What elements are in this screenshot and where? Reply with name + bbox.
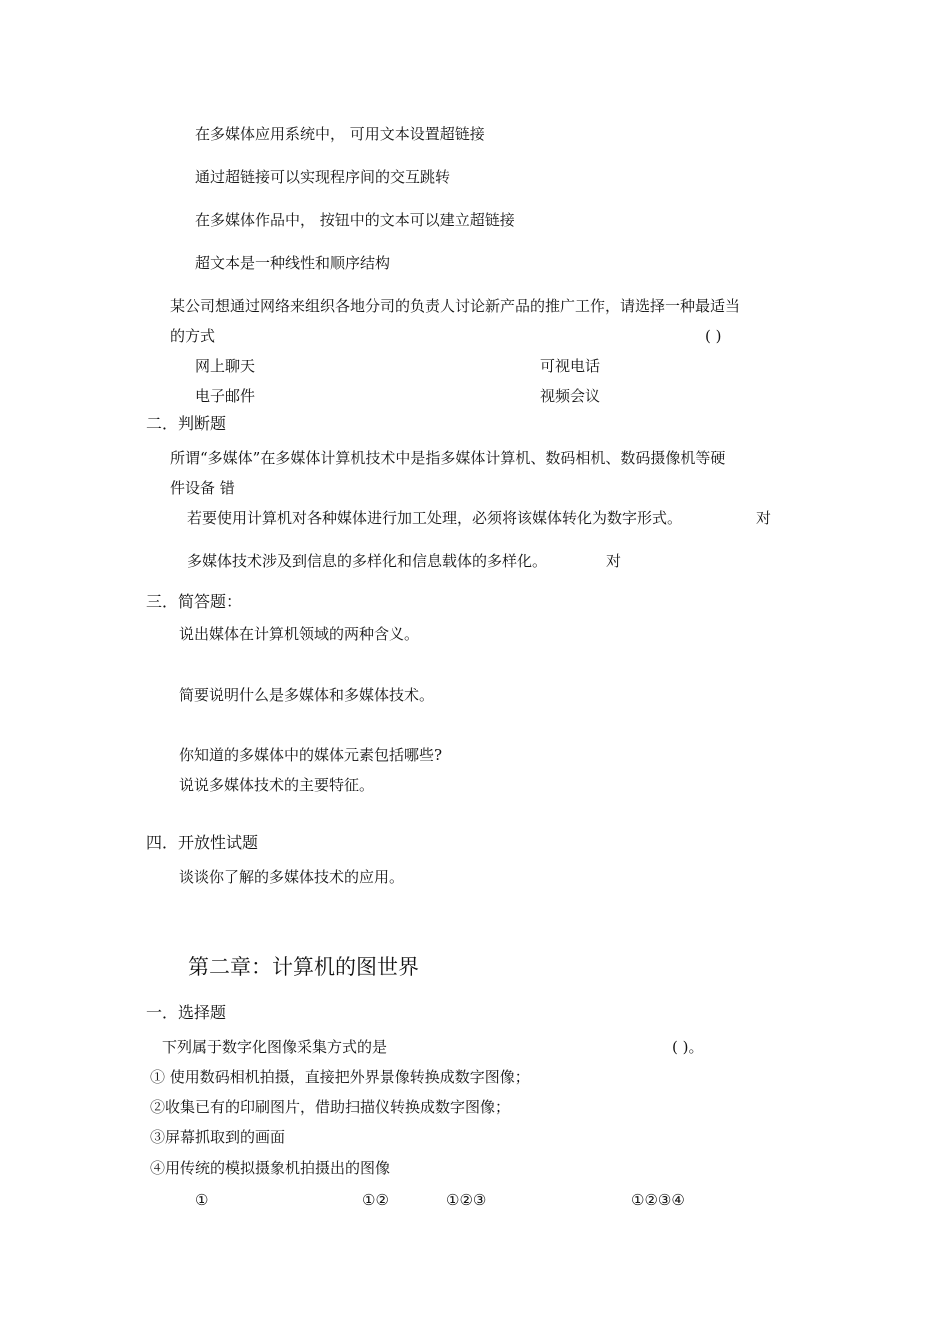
option-text: 超文本是一种线性和顺序结构 [195,254,391,272]
short-question: 简要说明什么是多媒体和多媒体技术。 [179,686,435,704]
option-text: 电子邮件 [195,387,256,405]
section-heading: 四．开放性试题 [146,833,259,852]
option-text: 在多媒体作品中， 按钮中的文本可以建立超链接 [195,211,515,229]
judge-item: 件设备 错 [170,479,235,497]
choice-option: ①②③④ [631,1191,685,1209]
judge-item: 多媒体技术涉及到信息的多样化和信息载体的多样化。 [187,552,548,570]
statement-text: ②收集已有的印刷图片，借助扫描仪转换成数字图像； [150,1098,511,1116]
section-heading: 二．判断题 [146,414,227,433]
open-question: 谈谈你了解的多媒体技术的应用。 [179,868,405,886]
option-text: 通过超链接可以实现程序间的交互跳转 [195,168,451,186]
answer-paren: ( ) [705,327,722,345]
answer-paren: ( )。 [672,1038,704,1056]
short-question: 你知道的多媒体中的媒体元素包括哪些? [179,746,443,764]
question-text: 下列属于数字化图像采集方式的是 [162,1038,388,1056]
judge-item: 若要使用计算机对各种媒体进行加工处理，必须将该媒体转化为数字形式。 [187,509,683,527]
statement-text: ④用传统的模拟摄象机拍摄出的图像 [150,1159,391,1177]
statement-text: ① 使用数码相机拍摄，直接把外界景像转换成数字图像； [150,1068,530,1086]
statement-text: ③屏幕抓取到的画面 [150,1128,286,1146]
option-text: 视频会议 [540,387,601,405]
judge-answer: 对 [756,509,772,527]
short-question: 说出媒体在计算机领域的两种含义。 [179,625,420,643]
option-text: 可视电话 [540,357,601,375]
judge-item: 所谓“多媒体”在多媒体计算机技术中是指多媒体计算机、数码相机、数码摄像机等硬 [170,449,726,467]
question-text: 某公司想通过网络来组织各地分司的负责人讨论新产品的推广工作，请选择一种最适当 [170,297,741,315]
section-heading: 一．选择题 [146,1003,227,1022]
short-question: 说说多媒体技术的主要特征。 [179,776,375,794]
choice-option: ①②③ [446,1191,487,1209]
choice-option: ①② [362,1191,389,1209]
option-text: 网上聊天 [195,357,256,375]
question-text: 的方式 [170,327,216,345]
option-text: 在多媒体应用系统中， 可用文本设置超链接 [195,125,485,143]
section-heading: 三．简答题： [146,592,243,611]
choice-option: ① [195,1191,209,1209]
chapter-title: 第二章：计算机的图世界 [188,955,419,979]
judge-answer: 对 [606,552,622,570]
